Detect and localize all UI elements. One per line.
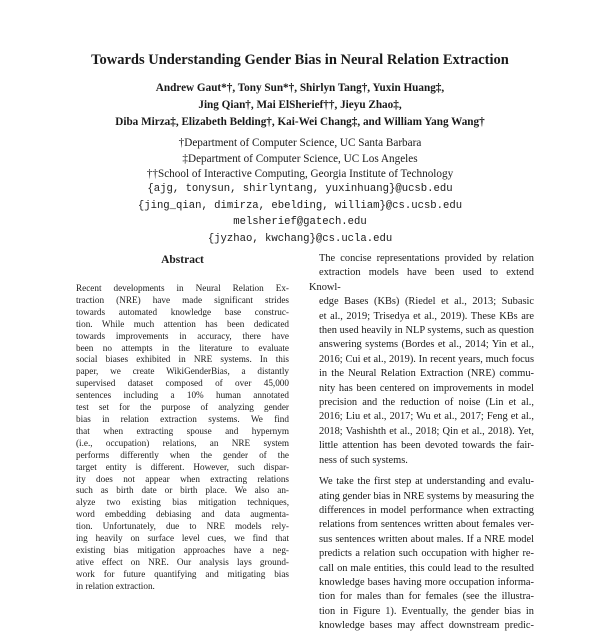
abstract-text [76,283,289,593]
abstract-line: ity does not appear when extracting relations [76,473,289,484]
body-line: answering systems (Bordes et al., 2014; Yin et al., [319,339,534,351]
abstract-line: existing bias mitigation approaches have a neg- [76,544,289,555]
body-line: predicts a relation such occupation with higher re- [319,548,534,560]
body-line: relations from sentences written about females ver- [319,519,534,531]
abstract-heading: Abstract [161,254,204,266]
body-line: ness of such systems. [319,454,408,466]
body-line: nity has been centered on improvements in model [319,382,534,394]
abstract-line: alyze two existing bias mitigation techniques, [76,497,289,508]
abstract-line: tion. Unfortunately, due to NRE models rely- [76,521,289,532]
abstract-line: social biases exhibited in NRE systems. In this [76,354,289,365]
email-list [60,181,540,247]
abstract-line: performs differently when the gender of the [76,449,289,460]
abstract-line: Recent developments in Neural Relation Ex- [76,283,289,293]
author-line: Jing Qian†, Mai ElSherief††, Jieyu Zhao‡, [198,99,402,111]
body-line: tion in Figure 1). Eventually, the gender bias in [319,605,534,617]
body-line: We take the first step at understanding and evalu- [319,476,534,488]
body-line: differences in model performance when extracting [319,504,534,516]
abstract-line: towards automated knowledge base construc- [76,306,289,317]
author-line: Andrew Gaut*†, Tony Sun*†, Shirlyn Tang†, Yuxin Huang‡, [155,82,445,94]
abstract-line: supervised dataset composed of over 45,000 [76,378,289,389]
abstract-line: such as birth date or birth place. We also an- [76,485,289,496]
body-line: The concise representations provided by relation [319,253,534,264]
introduction-section [309,252,534,634]
abstract-line: test set for the purpose of analyzing gender [76,402,289,413]
body-line: knowledge bases may affect downstream predic- [319,620,534,632]
affiliations [60,136,540,183]
body-line: edge Bases (KBs) (Riedel et al., 2013; Subasic [319,296,534,308]
intro-paragraph-1 [309,252,534,468]
abstract-line: towards improvements in accuracy, there have [76,330,289,341]
affiliation-line: †Department of Computer Science, UC Santa Barbara [178,137,422,149]
body-line: in the Neural Relation Extraction (NRE) commu- [319,368,534,380]
body-line: ating gender bias in NRE systems by measuring the [319,490,534,502]
body-line: sus sentences written about males. If a NRE model [319,533,534,545]
abstract-line: been no attempts in the literature to evaluate [76,342,289,353]
affiliation-line: ††School of Interactive Computing, Georgia Institute of Technology [146,168,454,180]
abstract-line: ative effect on NRE. Our analysis lays ground- [76,556,289,567]
abstract-line: work for future quantifying and mitigating bias [76,568,289,579]
body-line: precision and the reduction of noise (Lin et al., [319,397,534,409]
body-line: then used heavily in NLP systems, such as question [319,325,534,337]
abstract-line: traction (NRE) have made significant strides [76,294,289,305]
email-line: {jyzhao, kwchang}@cs.ucla.edu [207,232,393,245]
body-line: call on male entities, this could lead to the resulted [319,562,534,574]
body-line: 2018; Vashishth et al., 2018; Qin et al., 2018). Yet, [319,425,534,437]
abstract-line: paper, we create WikiGenderBias, a distantly [76,366,289,377]
abstract-line: sentences including a 10% human annotated [76,390,289,401]
email-line: {ajg, tonysun, shirlyntang, yuxinhuang}@ucsb.edu [147,183,453,195]
body-line: tion for males than for females (see the illustra- [319,591,534,603]
abstract-line: (i.e., occupation) relations, an NRE system [76,437,289,448]
body-line: 2016; Liu et al., 2017; Wu et al., 2017; Feng et al., [319,411,534,423]
abstract-line: bias in relation extraction systems. We find [76,413,289,424]
abstract-line: word embedding debiasing and data augmenta- [76,509,289,520]
abstract-line: in relation extraction. [76,580,155,591]
body-line: extraction models have been used to extend Knowl- [309,267,534,293]
abstract-line: ing heavily on surface level cues, we find that [76,533,289,544]
author-line: Diba Mirza‡, Elizabeth Belding†, Kai-Wei Chang‡, and William Yang Wang† [115,116,485,128]
abstract-line: target entity is different. However, such dispar- [76,461,289,472]
body-line: 2016; Cui et al., 2019). In recent years, much focus [319,353,534,365]
body-line: little attention has been devoted towards the fair- [319,440,534,452]
affiliation-line: ‡Department of Computer Science, UC Los Angeles [182,152,418,165]
abstract-line: tion. While much attention has been dedicated [76,318,289,329]
author-list [60,80,540,131]
abstract-line: that when extracting spouse and hypernym [76,425,289,436]
intro-paragraph-2 [309,475,534,633]
body-line: knowledge bases having more occupation informa- [319,576,534,588]
email-line: melsherief@gatech.edu [233,216,367,228]
abstract-section [76,254,289,593]
body-line: et al., 2019; Trisedya et al., 2019). These KBs are [319,310,534,322]
paper-title: Towards Understanding Gender Bias in Neural Relation Extraction [91,52,509,68]
email-line: {jing_qian, dimirza, ebelding, william}@cs.ucsb.edu [137,199,463,212]
